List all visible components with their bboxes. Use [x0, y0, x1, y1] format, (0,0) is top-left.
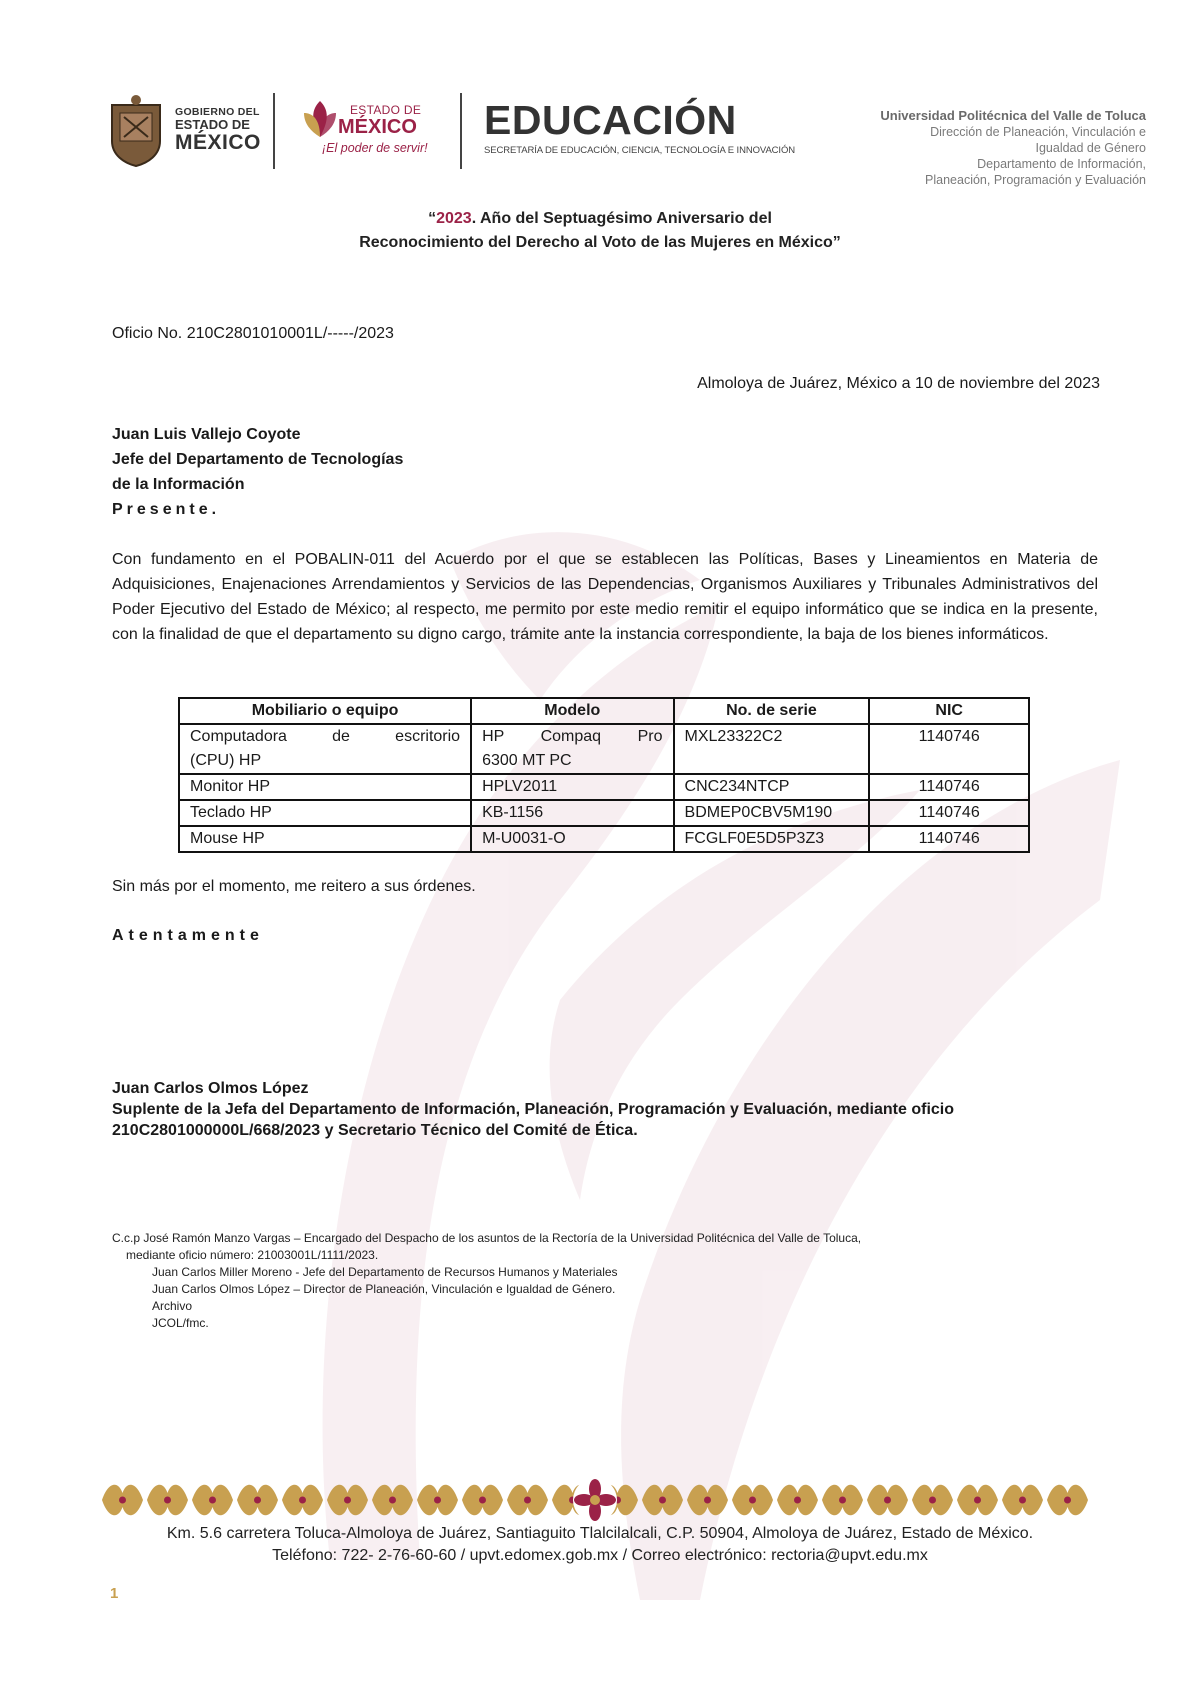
cell-nic: 1140746	[869, 724, 1029, 774]
border-motif	[777, 1485, 818, 1516]
educacion-logo	[484, 97, 796, 156]
border-motif	[732, 1485, 773, 1516]
closing-line: Sin más por el momento, me reitero a sus órdenes.	[112, 878, 476, 895]
signer-name: Juan Carlos Olmos López	[112, 1080, 309, 1097]
motto-line1: . Año del Septuagésimo Aniversario del	[471, 210, 772, 227]
letter-body: Con fundamento en el POBALIN-011 del Acuerdo por el que se establecen las Políticas, Bases y Lineamientos en Materia de Adquisiciones, Enajenaciones Arrendamientos y Servicios de las Dependencias, Organismos Auxiliares y Tribunales Administrativos del Poder Ejecutivo del Estado de México; al respecto, me permito por este medio remitir el equipo informático que se indica en la presente, con la finalidad de que el departamento su digno cargo, trámite ante la instancia correspondiente, la baja de los bienes informáticos.	[112, 551, 1098, 643]
cell-model: HPLV2011	[471, 774, 673, 800]
footer-address: Km. 5.6 carretera Toluca-Almoloya de Juárez, Santiaguito Tlalcilalcali, C.P. 50904, Almoloya de Juárez, Estado de México.	[166, 1525, 1034, 1542]
border-motif	[1047, 1485, 1088, 1516]
border-motif	[102, 1485, 143, 1516]
ccp-line1: C.c.p José Ramón Manzo Vargas – Encargado del Despacho de los asuntos de la Rectoría de la Universidad Politécnica del Valle de Toluca,	[112, 1231, 862, 1245]
border-motif	[192, 1485, 233, 1516]
cell-serial: BDMEP0CBV5M190	[674, 800, 870, 826]
header-nic: NIC	[869, 698, 1029, 724]
border-motif	[462, 1485, 503, 1516]
oficio-number: Oficio No. 210C2801010001L/-----/2023	[112, 325, 394, 342]
signer-title: Suplente de la Jefa del Departamento de Información, Planeación, Programación y Evaluación, mediante oficio 210C2801000000L/668/2023 y Secretario Técnico del Comité de Ética.	[112, 1101, 954, 1139]
educacion-title: EDUCACIÓN	[484, 97, 737, 143]
border-motif	[957, 1485, 998, 1516]
ccp-block	[112, 1230, 861, 1332]
header-model: Modelo	[471, 698, 673, 724]
presente: Presente.	[112, 501, 221, 518]
header-divider	[273, 93, 275, 169]
cell-serial: FCGLF0E5D5P3Z3	[674, 826, 870, 852]
cell-model	[471, 724, 673, 774]
table-header-row	[179, 698, 1029, 724]
motto-open-quote: “	[428, 210, 437, 227]
border-motif	[507, 1485, 548, 1516]
motto-line2: Reconocimiento del Derecho al Voto de las Mujeres en México”	[359, 234, 841, 251]
gob-line2: ESTADO DE	[175, 117, 250, 133]
border-center-flower-icon	[573, 1478, 617, 1522]
gob-line1: GOBIERNO DEL	[175, 106, 260, 118]
upvt-line5: Planeación, Programación y Evaluación	[925, 173, 1146, 187]
border-motif	[822, 1485, 863, 1516]
upvt-department-block	[880, 108, 1146, 188]
cell-nic: 1140746	[869, 774, 1029, 800]
page-number: 1	[110, 1585, 119, 1602]
border-motif	[912, 1485, 953, 1516]
educacion-subtitle: SECRETARÍA DE EDUCACIÓN, CIENCIA, TECNOLOGÍA E INNOVACIÓN	[484, 145, 796, 156]
recipient-block	[112, 422, 403, 522]
border-motif	[642, 1485, 683, 1516]
border-motif	[147, 1485, 188, 1516]
header-equipment: Mobiliario o equipo	[179, 698, 471, 724]
table-row	[179, 800, 1029, 826]
table-row	[179, 724, 1029, 774]
table-row	[179, 774, 1029, 800]
recipient-title-2: de la Información	[112, 476, 245, 493]
atentamente: Atentamente	[112, 927, 264, 944]
coat-of-arms-icon	[108, 95, 164, 167]
cell-model-line1: HP Compaq Pro	[482, 728, 663, 745]
footer-contact: Teléfono: 722- 2-76-60-60 / upvt.edomex.gob.mx / Correo electrónico: rectoria@upvt.edu.mx	[272, 1547, 928, 1564]
ccp-line5: Archivo	[152, 1299, 193, 1313]
edomex-slogan: ¡El poder de servir!	[322, 141, 428, 155]
edomex-line2: MÉXICO	[338, 116, 417, 138]
gobierno-logo-text	[175, 107, 261, 154]
header-divider	[460, 93, 462, 169]
border-motif	[372, 1485, 413, 1516]
cell-equipment: Monitor HP	[179, 774, 471, 800]
cell-equipment: Teclado HP	[179, 800, 471, 826]
cell-serial: CNC234NTCP	[674, 774, 870, 800]
upvt-line4: Departamento de Información,	[977, 157, 1146, 171]
edomex-line1: ESTADO DE	[350, 103, 422, 117]
header-serial: No. de serie	[674, 698, 870, 724]
gob-line3: MÉXICO	[175, 130, 261, 154]
ccp-line3: Juan Carlos Miller Moreno - Jefe del Departamento de Recursos Humanos y Materiales	[152, 1265, 618, 1279]
border-motif	[1002, 1485, 1043, 1516]
upvt-line3: Igualdad de Género	[1035, 141, 1146, 155]
cell-nic: 1140746	[869, 800, 1029, 826]
cell-equipment: Mouse HP	[179, 826, 471, 852]
border-motif	[327, 1485, 368, 1516]
border-motif	[867, 1485, 908, 1516]
motto-year: 2023	[436, 210, 472, 227]
ccp-line2: mediante oficio número: 21003001L/1111/2023.	[126, 1248, 379, 1262]
ccp-line6: JCOL/fmc.	[152, 1316, 209, 1330]
upvt-line2: Dirección de Planeación, Vinculación e	[930, 125, 1146, 139]
signer-block	[112, 1078, 1112, 1141]
footer	[0, 1523, 1200, 1567]
border-motif	[687, 1485, 728, 1516]
cell-serial: MXL23322C2	[674, 724, 870, 774]
upvt-name: Universidad Politécnica del Valle de Toluca	[880, 108, 1146, 123]
cell-model: KB-1156	[471, 800, 673, 826]
ccp-line4: Juan Carlos Olmos López – Director de Planeación, Vinculación e Igualdad de Género.	[152, 1282, 616, 1296]
decorative-border	[100, 1475, 1090, 1525]
equipment-table	[178, 697, 1030, 853]
cell-equipment-line1: Computadora de escritorio	[190, 728, 461, 745]
table-row	[179, 826, 1029, 852]
cell-equipment	[179, 724, 471, 774]
recipient-name: Juan Luis Vallejo Coyote	[112, 426, 301, 443]
estado-mexico-logo	[300, 95, 450, 167]
cell-model: M-U0031-O	[471, 826, 673, 852]
cell-model-line2: 6300 MT PC	[482, 752, 572, 769]
cell-nic: 1140746	[869, 826, 1029, 852]
letter-date: Almoloya de Juárez, México a 10 de noviembre del 2023	[697, 375, 1100, 392]
border-motif	[237, 1485, 278, 1516]
cell-equipment-line2: (CPU) HP	[190, 752, 262, 769]
border-motif	[417, 1485, 458, 1516]
year-motto	[0, 207, 1200, 255]
recipient-title-1: Jefe del Departamento de Tecnologías	[112, 451, 404, 468]
border-motif	[282, 1485, 323, 1516]
flower-icon	[300, 97, 340, 141]
